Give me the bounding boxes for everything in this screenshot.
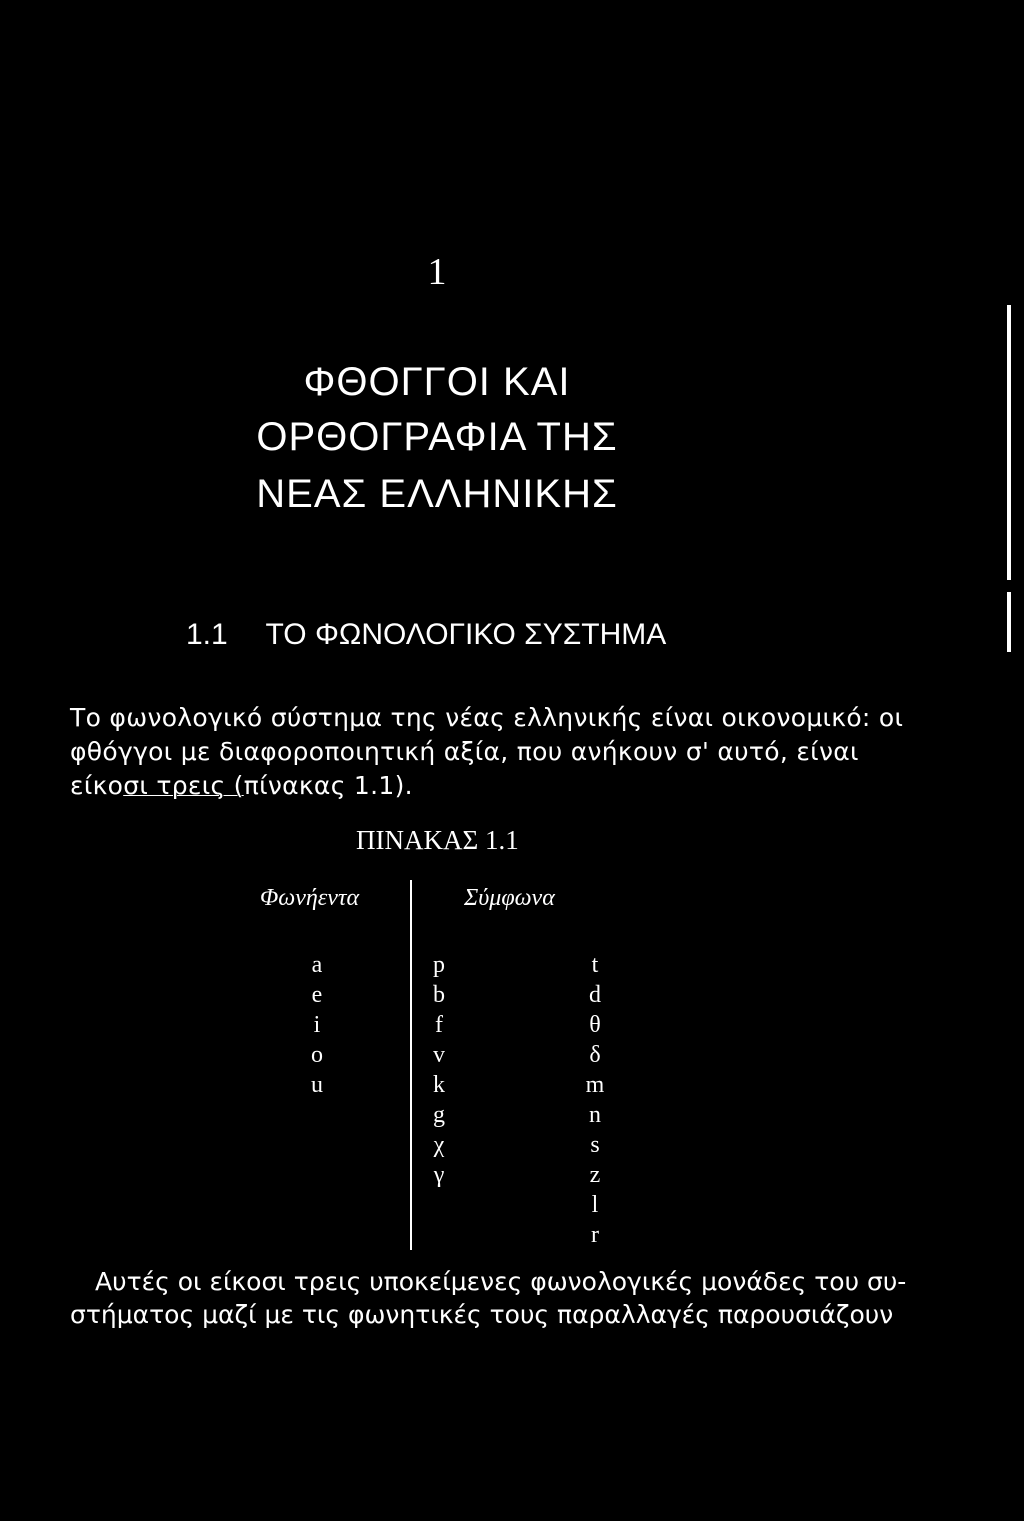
consonant-cell: g — [433, 1102, 445, 1128]
consonant-cell: v — [433, 1042, 445, 1068]
scan-edge-mark — [1007, 592, 1011, 652]
consonant-cell: z — [589, 1162, 601, 1188]
vowel-cell: u — [311, 1072, 323, 1098]
consonant-cell: p — [433, 952, 445, 978]
vowel-cell: o — [311, 1042, 323, 1068]
consonant-cell: δ — [589, 1042, 601, 1068]
consonant-cell: k — [433, 1072, 445, 1098]
consonant-cell: n — [589, 1102, 601, 1128]
vowels-column-header: Φωνήεντα — [260, 885, 360, 911]
consonants-column-header: Σύμφωνα — [464, 885, 555, 911]
chapter-title-line-2: ΟΡΘΟΓΡΑΦΙΑ ΤΗΣ — [256, 415, 618, 459]
consonant-cell: r — [591, 1222, 599, 1248]
chapter-title-line-1: ΦΘΟΓΓΟΙ ΚΑΙ — [303, 360, 571, 404]
consonant-cell: b — [433, 982, 445, 1008]
consonants-list-2 — [575, 950, 615, 1250]
vowel-cell: e — [311, 982, 323, 1008]
table-caption: ΠΙΝΑΚΑΣ 1.1 — [356, 825, 519, 855]
table-divider — [410, 880, 412, 1250]
section-heading — [186, 618, 666, 652]
consonant-cell: χ — [433, 1132, 445, 1158]
consonant-cell: m — [585, 1072, 605, 1098]
consonants-list-1 — [419, 950, 459, 1190]
vowels-list — [297, 950, 337, 1100]
paragraph-line: φθόγγοι με διαφοροποιητική αξία, που ανήκουν σ' αυτό, είναι — [70, 737, 859, 766]
consonant-cell: γ — [433, 1162, 445, 1188]
text-segment: πίνακας 1.1). — [243, 771, 413, 800]
section-number: 1.1 — [186, 618, 228, 651]
scan-edge-mark — [1007, 305, 1011, 580]
consonant-cell: f — [435, 1012, 443, 1038]
consonant-cell: t — [591, 952, 599, 978]
consonant-cell: θ — [589, 1012, 601, 1038]
text-segment: είκο — [70, 771, 124, 800]
consonant-cell: d — [589, 982, 601, 1008]
vowel-cell: a — [311, 952, 323, 978]
paragraph-line: Αυτές οι είκοσι τρεις υποκείμενες φωνολογικές μονάδες του συ- — [95, 1267, 907, 1296]
chapter-number: 1 — [427, 251, 447, 293]
consonant-cell: s — [590, 1132, 600, 1158]
paragraph-line: Το φωνολογικό σύστημα της νέας ελληνικής είναι οικονομικό: οι — [70, 703, 904, 732]
underlined-text: σι τρεις ( — [123, 771, 244, 800]
consonant-cell: l — [591, 1192, 599, 1218]
chapter-title-line-3: ΝΕΑΣ ΕΛΛΗΝΙΚΗΣ — [256, 472, 618, 516]
section-title: ΤΟ ΦΩΝΟΛΟΓΙΚΟ ΣΥΣΤΗΜΑ — [265, 618, 667, 651]
vowel-cell: i — [313, 1012, 321, 1038]
paragraph-line — [70, 771, 413, 800]
paragraph-line: στήματος μαζί με τις φωνητικές τους παραλλαγές παρουσιάζουν — [70, 1300, 894, 1329]
